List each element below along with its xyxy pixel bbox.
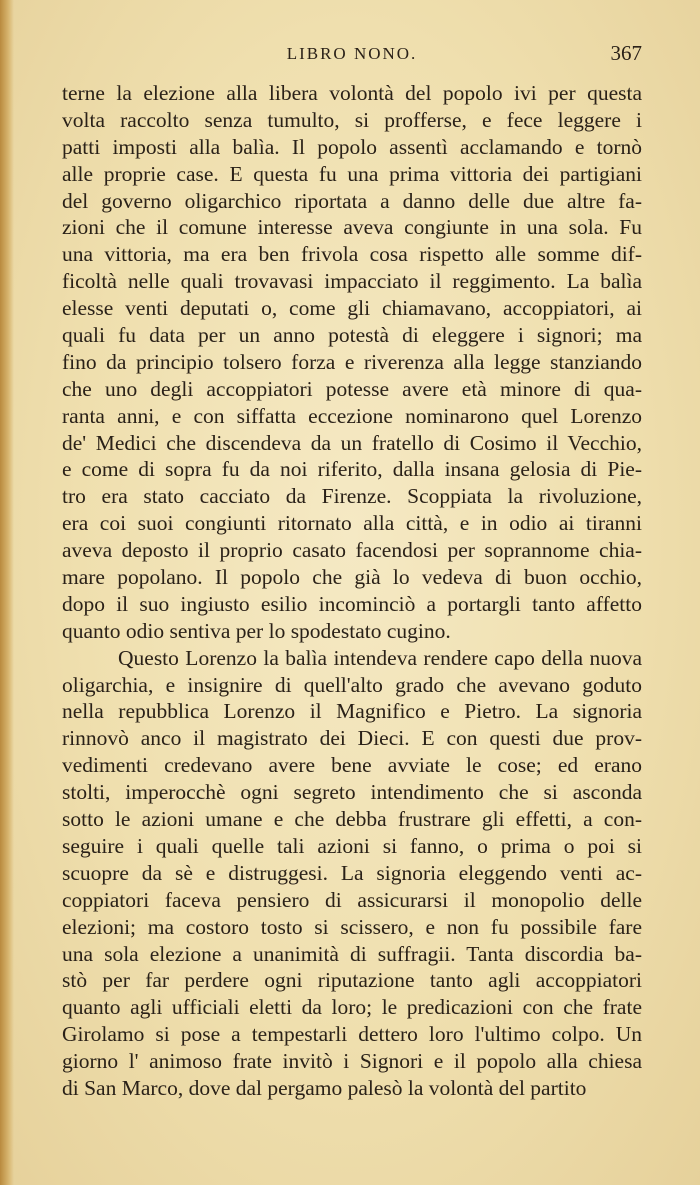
text-line: volta raccolto senza tumulto, si profferse, e fece leggere i	[62, 107, 642, 132]
text-line: quanto agli ufficiali eletti da loro; le predicazioni con che frate	[62, 995, 642, 1020]
text-line: del governo oligarchico riportata a danno delle due altre fa-	[62, 188, 642, 213]
text-line: dopo il suo ingiusto esilio incominciò a portargli tanto affetto	[62, 591, 642, 616]
text-line: alle proprie case. E questa fu una prima vittoria dei partigiani	[62, 161, 642, 186]
text-line: che uno degli accoppiatori potesse avere età minore di qua-	[62, 376, 642, 401]
text-line: scuopre da sè e distruggesi. La signoria eleggendo venti ac-	[62, 860, 642, 885]
text-line: una vittoria, ma era ben frivola cosa rispetto alle somme dif-	[62, 242, 642, 267]
text-line: zioni che il comune interesse aveva congiunte in una sola. Fu	[62, 215, 642, 240]
text-line: era coi suoi congiunti ritornato alla città, e in odio ai tiranni	[62, 511, 642, 536]
text-line: quanto odio sentiva per lo spodestato cugino.	[62, 618, 451, 643]
running-title: LIBRO NONO.	[286, 44, 418, 63]
text-body	[62, 80, 642, 1102]
page-header	[62, 38, 642, 72]
text-line: di San Marco, dove dal pergamo palesò la volontà del partito	[62, 1075, 587, 1100]
text-line: aveva deposto il proprio casato facendosi per soprannome chia-	[62, 538, 642, 563]
text-line: sotto le azioni umane e che debba frustrare gli effetti, a con-	[62, 807, 642, 832]
text-line: mare popolano. Il popolo che già lo vedeva di buon occhio,	[62, 565, 642, 590]
text-line: patti imposti alla balìa. Il popolo assentì acclamando e tornò	[62, 134, 642, 159]
text-line: fino da principio tolsero forza e riverenza alla legge stanziando	[62, 349, 642, 374]
text-line: vedimenti credevano avere bene avviate le cose; ed erano	[62, 753, 642, 778]
text-line: ranta anni, e con siffatta eccezione nominarono quel Lorenzo	[62, 403, 642, 428]
text-line: coppiatori faceva pensiero di assicurarsi il monopolio delle	[62, 887, 642, 912]
text-line: terne la elezione alla libera volontà del popolo ivi per questa	[62, 81, 642, 105]
text-line: quali fu data per un anno potestà di eleggere i signori; ma	[62, 323, 642, 348]
text-line: e come di sopra fu da noi riferito, dalla insana gelosia di Pie-	[62, 457, 642, 482]
text-line: stò per far perdere ogni riputazione tanto agli accoppiatori	[62, 968, 642, 993]
text-line: elesse venti deputati o, come gli chiamavano, accoppiatori, ai	[62, 296, 642, 321]
text-line: rinnovò anco il magistrato dei Dieci. E con questi due prov-	[62, 726, 642, 751]
paragraph	[62, 80, 642, 645]
text-line: elezioni; ma costoro tosto si scissero, e non fu possibile fare	[62, 914, 642, 939]
text-line: de' Medici che discendeva da un fratello di Cosimo il Vecchio,	[62, 430, 642, 455]
text-line: Questo Lorenzo la balìa intendeva rendere capo della nuova	[118, 645, 642, 670]
text-line: giorno l' animoso frate invitò i Signori e il popolo alla chiesa	[62, 1049, 642, 1074]
page-number: 367	[610, 41, 642, 65]
text-line: una sola elezione a unanimità di suffragii. Tanta discordia ba-	[62, 941, 642, 966]
text-line: tro era stato cacciato da Firenze. Scoppiata la rivoluzione,	[62, 484, 642, 509]
text-line: oligarchia, e insignire di quell'alto grado che avevano goduto	[62, 672, 642, 697]
page-binding-edge	[0, 0, 14, 1185]
text-line: ficoltà nelle quali trovavasi impacciato il reggimento. La balìa	[62, 269, 642, 294]
text-line: nella repubblica Lorenzo il Magnifico e Pietro. La signoria	[62, 699, 642, 724]
paragraph	[62, 645, 642, 1102]
text-line: seguire i quali quelle tali azioni si fanno, o prima o poi si	[62, 833, 642, 858]
text-line: stolti, imperocchè ogni segreto intendimento che si asconda	[62, 780, 642, 805]
text-line: Girolamo si pose a tempestarli dettero loro l'ultimo colpo. Un	[62, 1022, 642, 1047]
